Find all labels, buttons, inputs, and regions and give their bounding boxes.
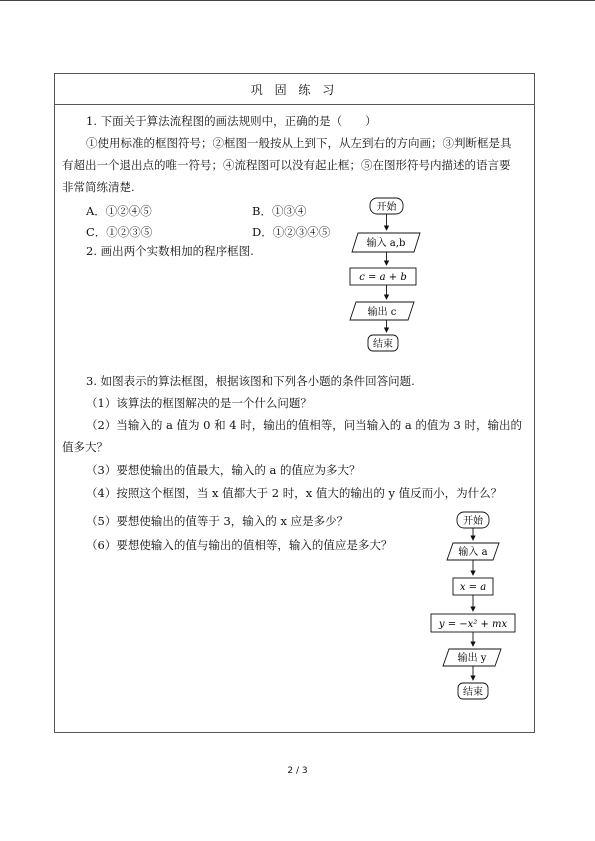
flowchart-sum — [340, 192, 440, 357]
q1-line1: ①使用标准的框图符号；②框图一般按从上到下，从左到右的方向画；③判断框是具 — [86, 136, 512, 150]
q3-sub5: （5）要想使输出的值等于 3，输入的 x 应是多少？ — [86, 514, 349, 528]
q3-sub4: （4）按照这个框图，当 x 值都大于 2 时，x 值大的输出的 y 值反而小，为什么？ — [86, 486, 503, 500]
flow1-process — [350, 268, 416, 285]
svg-text:开始: 开始 — [376, 202, 397, 213]
q3-sub3: （3）要想使输出的值最大，输入的 a 的值应为多大？ — [86, 463, 361, 477]
page-number: 2 / 3 — [287, 766, 308, 776]
q3-sub2-line2: 值多大？ — [62, 440, 108, 454]
q1-line2: 有超出一个退出点的唯一符号；④流程图可以没有起止框；⑤在图形符号内描述的语言要 — [62, 158, 511, 172]
flow1-start — [370, 198, 403, 214]
svg-text:c = a + b: c = a + b — [359, 272, 407, 283]
flow2-end — [458, 683, 488, 699]
svg-text:输出 y: 输出 y — [457, 653, 487, 664]
svg-text:y = −x² + mx: y = −x² + mx — [438, 619, 508, 630]
flow1-end — [368, 335, 398, 351]
q1-option-b: B．①③④ — [252, 204, 307, 218]
flow2-start — [457, 512, 489, 528]
svg-text:输入 a,b: 输入 a,b — [366, 238, 406, 249]
q3-sub1: （1）该算法的框图解决的是一个什么问题？ — [86, 396, 312, 410]
flow2-input — [447, 543, 499, 560]
header-rule — [0, 0, 595, 1]
svg-text:开始: 开始 — [463, 516, 483, 527]
q3-sub2-line1: （2）当输入的 a 值为 0 和 4 时，输出的值相等，问当输入的 a 的值为 3 时，输出的 — [86, 418, 523, 432]
box-title: 巩 固 练 习 — [55, 74, 534, 105]
svg-text:结束: 结束 — [463, 687, 483, 698]
flow2-assign — [453, 578, 493, 595]
flowchart-quadratic — [425, 505, 530, 705]
svg-text:输出 c: 输出 c — [367, 307, 397, 318]
flow2-process — [431, 614, 515, 632]
q1-stem: 1. 下面关于算法流程图的画法规则中，正确的是（ ） — [86, 114, 377, 128]
svg-text:结束: 结束 — [373, 339, 393, 350]
flow2-output — [443, 649, 501, 666]
svg-text:x = a: x = a — [459, 582, 487, 593]
q1-option-a: A．①②④⑤ — [86, 204, 152, 218]
q2-stem: 2. 画出两个实数相加的程序框图. — [86, 244, 254, 258]
flow1-output — [350, 302, 414, 320]
q1-option-d: D．①②③④⑤ — [252, 225, 331, 239]
q3-stem: 3. 如图表示的算法框图，根据该图和下列各小题的条件回答问题. — [86, 374, 415, 388]
flow1-input — [352, 233, 420, 252]
q3-sub6: （6）要想使输入的值与输出的值相等，输入的值应是多大？ — [86, 538, 393, 552]
svg-text:输入 a: 输入 a — [458, 547, 488, 558]
q1-option-c: C．①②③⑤ — [86, 225, 153, 239]
q1-line3: 非常简练清楚. — [62, 180, 135, 194]
